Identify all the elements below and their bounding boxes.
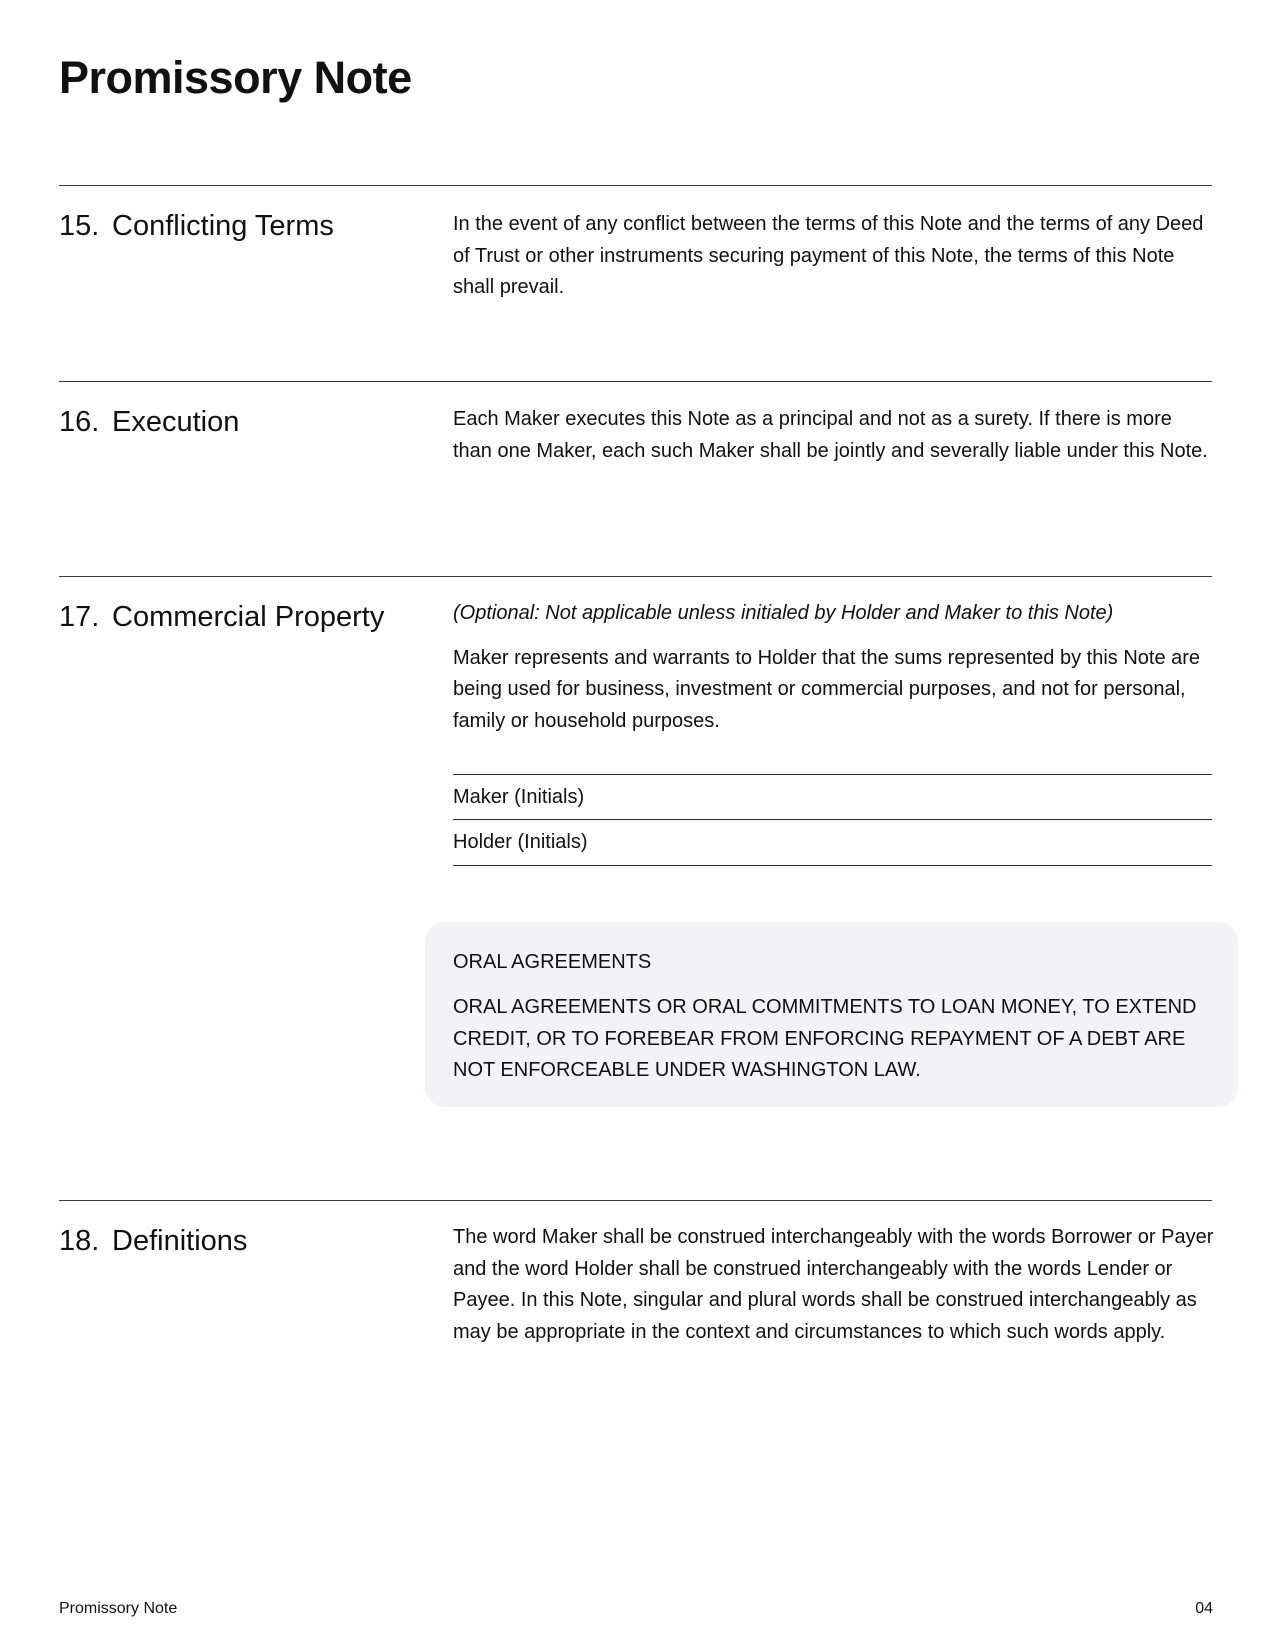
section-text: In the event of any conflict between the terms of this Note and the terms of any Deed of Trust or other instruments securing payment of this Note, the terms of this Note shall prevail. <box>453 213 1204 298</box>
optional-note: (Optional: Not applicable unless initialed by Holder and Maker to this Note) <box>453 602 1114 624</box>
callout-title: ORAL AGREEMENTS <box>453 951 652 973</box>
section-number: 18. <box>59 1225 100 1257</box>
section-divider <box>59 1200 1212 1201</box>
oral-agreements-callout <box>425 922 1238 1107</box>
section-heading-commercial-property <box>59 599 384 635</box>
section-body-conflicting-terms <box>453 209 1215 304</box>
section-body-commercial-property <box>453 598 1215 737</box>
section-divider <box>59 381 1212 382</box>
section-heading-execution <box>59 404 239 440</box>
callout-text: ORAL AGREEMENTS OR ORAL COMMITMENTS TO LOAN MONEY, TO EXTEND CREDIT, OR TO FOREBEAR FROM ENFORCING REPAYMENT OF A DEBT ARE NOT ENFORCEABLE UNDER WASHINGTON LAW. <box>453 996 1197 1081</box>
section-heading-conflicting-terms <box>59 208 334 244</box>
section-number: 17. <box>59 601 100 633</box>
section-text: Maker represents and warrants to Holder that the sums represented by this Note are being used for business, investment or commercial purposes, and not for personal, family or household purposes. <box>453 646 1201 732</box>
section-divider <box>59 185 1212 186</box>
section-title: Commercial Property <box>112 601 385 633</box>
section-number: 15. <box>59 210 100 242</box>
section-text: Each Maker executes this Note as a principal and not as a surety. If there is more than one Maker, each such Maker shall be jointly and severally liable under this Note. <box>453 408 1208 462</box>
section-title: Conflicting Terms <box>112 210 334 242</box>
section-heading-definitions <box>59 1223 247 1259</box>
section-title: Definitions <box>112 1225 248 1257</box>
page-title: Promissory Note <box>59 52 412 103</box>
section-body-definitions <box>453 1222 1215 1348</box>
section-number: 16. <box>59 406 100 438</box>
footer-document-name: Promissory Note <box>59 1600 178 1617</box>
holder-initials-field[interactable] <box>453 819 1212 866</box>
footer-page-number: 04 <box>1195 1600 1213 1617</box>
section-divider <box>59 576 1212 577</box>
maker-initials-field[interactable] <box>453 774 1212 819</box>
section-text: The word Maker shall be construed interchangeably with the words Borrower or Payer and the word Holder shall be construed interchangeably with the words Lender or Payee. In this Note, singular and plural words shall be construed interchangeably as may be appropriate in the context and circumstances to which such words apply. <box>453 1226 1214 1343</box>
section-title: Execution <box>112 406 240 438</box>
initials-table <box>453 774 1212 866</box>
maker-initials-label: Maker (Initials) <box>453 785 585 808</box>
section-body-execution <box>453 404 1215 467</box>
holder-initials-label: Holder (Initials) <box>453 830 588 853</box>
